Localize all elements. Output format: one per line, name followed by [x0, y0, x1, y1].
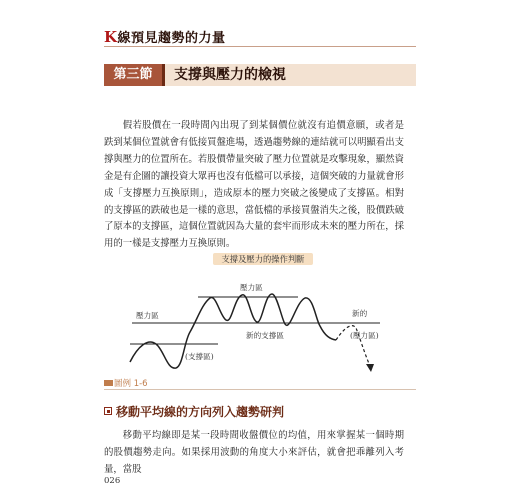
figure-title: 支撐及壓力的操作判斷 [221, 254, 305, 264]
breakdown-arrowhead [366, 364, 374, 372]
subsection-title: 移動平均線的方向列入趨勢研判 [116, 405, 285, 419]
section-header [104, 64, 416, 86]
book-title-rest: 線預見趨勢的力量 [117, 31, 226, 46]
label-new-pressure-zone: (壓力區) [350, 331, 379, 340]
price-path [130, 294, 336, 368]
subsection-paragraph-text: 移動平均線即是某一段時間收盤價位的均值，用來掌握某一個時期的股價趨勢走向。如果採用波動的角度大小來評估，就會把乖離列入考量，當股 [104, 430, 404, 475]
section-separator [162, 64, 165, 86]
body-paragraph [104, 118, 404, 253]
header-rule [104, 46, 416, 47]
body-paragraph-text: 假若股價在一段時間內出現了到某個價位就沒有追價意願，或者是跌到某個位置就會有低接買盤進場，透過趨勢線的連結就可以明顯看出支撐與壓力的位置所在。若股價帶量突破了壓力位置就是攻擊現象，顯然資金是有企圖的讓投資大眾再也沒有低檔可以承接，這個突破的力量就會形成「支撐壓力互換原則」，造成原本的壓力突破之後變成了支撐區。相對的支撐區的跌破也是一樣的意思，當低檔的承接買盤消失之後，股價跌破了原本的支撐區，這個位置就因為大量的套牢而形成未來的壓力所在，採用的一樣是支撐壓力互換原則。 [104, 120, 405, 250]
section-title: 支撐與壓力的檢視 [174, 67, 286, 83]
book-title-k: K [104, 28, 118, 46]
subsection-bullet-icon [104, 407, 112, 415]
subsection-paragraph [104, 428, 404, 479]
page-number: 026 [104, 476, 121, 486]
label-support-zone: (支撐區) [185, 352, 214, 361]
label-new: 新的 [352, 309, 368, 318]
label-pressure-zone-left: 壓力區 [136, 311, 159, 320]
figure-caption-marker [104, 380, 113, 386]
section-number: 第三節 [104, 64, 162, 86]
figure-caption: 圖例 1-6 [114, 379, 148, 389]
figure-rule [104, 389, 416, 390]
label-pressure-zone-top: 壓力區 [240, 283, 263, 292]
book-title [104, 27, 226, 46]
label-new-support-zone: 新的支撐區 [246, 331, 284, 340]
